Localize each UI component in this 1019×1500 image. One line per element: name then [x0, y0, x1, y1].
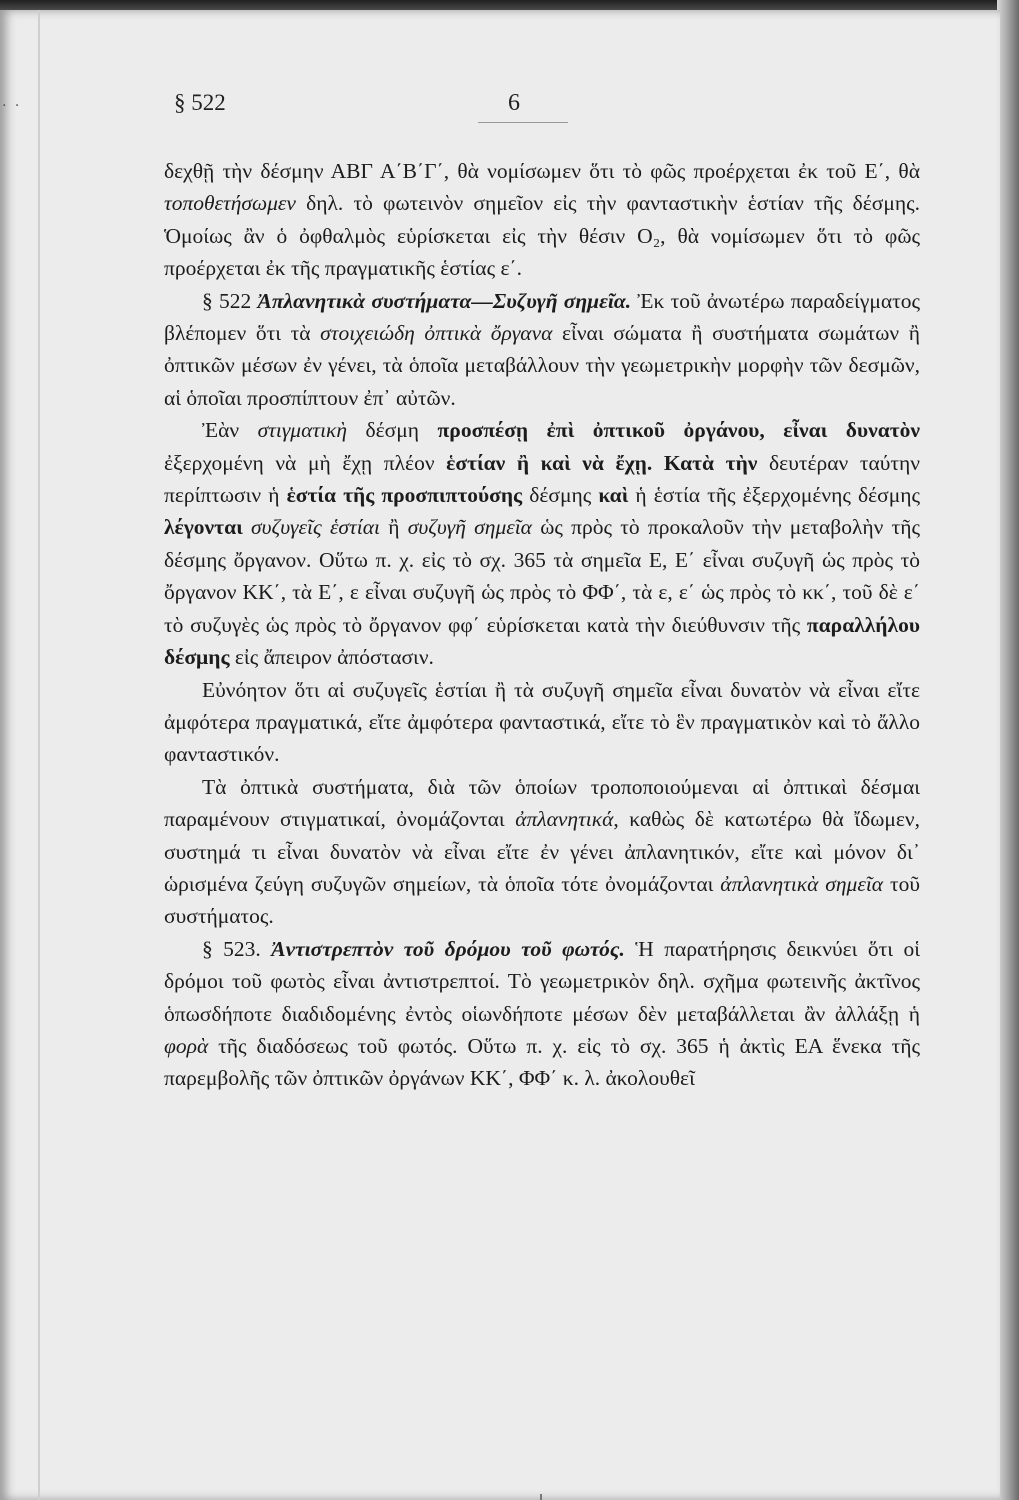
scan-edge-right — [997, 0, 1019, 1500]
section-number: § 522 — [202, 288, 258, 313]
margin-marks: · · — [2, 98, 22, 114]
text-run: ἢ — [379, 515, 408, 540]
header-rule — [478, 122, 568, 123]
text-run: ἐξερχομένη νὰ μὴ ἔχῃ πλέον — [164, 450, 447, 475]
bold-phrase: καὶ — [598, 483, 629, 508]
paragraph-section-523 — [164, 933, 920, 1095]
text-run: δηλ. τὸ φωτεινὸν σημεῖον εἰς τὴν φανταστικὴν ἑστίαν τῆς δέσμης. Ὁμοίως ἂν ὁ ὀφθαλμὸς εὑρίσκεται εἰς τὴν θέσιν Ο₂, θὰ νομίσωμεν ὅτι τὸ φῶς προέρχεται ἐκ τῆς πραγματικῆς ἑστίας ε΄. — [164, 191, 920, 281]
text-run: Εὐνόητον ὅτι αἱ συζυγεῖς ἑστίαι ἢ τὰ συζυγῆ σημεῖα εἶναι δυνατὸν νὰ εἶναι εἴτε ἀμφότερα πραγματικά, εἴτε ἀμφότερα φανταστικά, εἴτε τὸ ἓν πραγματικὸν καὶ τὸ ἄλλο φανταστικόν. — [164, 677, 920, 767]
text-run: εἰς ἄπειρον ἀπόστασιν. — [229, 645, 434, 670]
section-heading: Ἀντιστρεπτὸν τοῦ δρόμου τοῦ φωτός. — [271, 936, 625, 961]
text-run: Ἡ παρατήρησις δεικνύει ὅτι οἱ δρόμοι τοῦ φωτὸς εἶναι ἀντιστρεπτοί. Τὸ γεωμετρικὸν δηλ. σχῆμα φωτεινῆς ἀκτῖνος ὁπωσδήποτε διαδιδομένης ἐντὸς οἱωνδήποτε μέσων δὲν μεταβάλλεται ἂν ἀλλάξῃ ἡ — [164, 936, 921, 1026]
paragraph-real-virtual — [164, 674, 920, 771]
italic-term: ἀπλανητικά — [515, 807, 614, 832]
italic-term: συζυγῆ σημεῖα — [407, 515, 532, 540]
text-run: τοῦ συστήματος. — [164, 871, 920, 929]
text-run: δέσμης — [522, 483, 599, 508]
italic-term: στοιχειώδη ὀπτικὰ ὄργανα — [320, 321, 553, 346]
section-heading: Ἀπλανητικὰ συστήματα—Συζυγῆ σημεῖα. — [257, 288, 632, 313]
text-run: δεχθῇ τὴν δέσμην ΑΒΓ Α΄Β΄Γ΄, θὰ νομίσωμεν ὅτι τὸ φῶς προέρχεται ἐκ τοῦ Ε΄, θὰ — [164, 159, 920, 183]
text-run: Τὰ ὀπτικὰ συστήματα, διὰ τῶν ὁποίων τροποποιούμεναι αἱ ὀπτικαὶ δέσμαι παραμένουν στιγματικαί, ὀνομάζονται — [164, 774, 920, 832]
paragraph-conjugate-points — [164, 414, 920, 673]
paragraph-aplanatic — [164, 771, 920, 933]
text-run: ἡ ἑστία τῆς ἐξερχομένης δέσμης — [628, 483, 920, 508]
paragraph-continuation — [164, 155, 920, 285]
scan-speck — [540, 1494, 542, 1500]
text-run: δέσμη — [347, 418, 438, 443]
text-run: τῆς διαδόσεως τοῦ φωτός. Οὕτω π. χ. εἰς τὸ σχ. 365 ἡ ἀκτὶς ΕΑ ἕνεκα τῆς παρεμβολῆς τῶν ὀπτικῶν ὀργάνων ΚΚ΄, ΦΦ΄ κ. λ. ἀκολουθεῖ — [164, 1033, 920, 1091]
book-page — [0, 10, 1000, 1500]
body-text — [164, 155, 920, 1095]
bold-phrase: λέγονται — [164, 515, 243, 540]
text-run: ὡς πρὸς τὸ προκαλοῦν τὴν μεταβολὴν τῆς δέσμης ὄργανον. Οὕτω π. χ. εἰς τὸ σχ. 365 τὰ σημεῖα Ε, Ε΄ εἶναι συζυγῆ ὡς πρὸς τὸ ὄργανον ΚΚ΄, τὰ Ε΄, ε εἶναι συζυγῆ ὡς πρὸς τὸ ΦΦ΄, τὰ ε, ε΄ ὡς πρὸς τὸ κκ΄, τοῦ δὲ ε΄ τὸ συζυγὲς ὡς πρὸς τὸ ὄργανον φφ΄ εὑρίσκεται κατὰ τὴν διεύθυνσιν τῆς — [164, 515, 920, 637]
running-head — [174, 90, 894, 124]
text-run: Ἐὰν — [202, 418, 258, 443]
paragraph-section-522 — [164, 285, 920, 415]
text-run: δευτέραν ταύτην περίπτωσιν ἡ — [164, 450, 921, 508]
text-run: , καθὼς δὲ κατωτέρω θὰ ἴδωμεν, συστημά τι εἶναι δυνατὸν νὰ εἶναι εἴτε ἐν γένει ἀπλανητικόν, εἴτε καὶ μόνον δι᾽ ὡρισμένα ζεύγη συζυγῶν σημείων, τὰ ὁποῖα τότε ὀνομάζονται — [164, 807, 921, 896]
bold-phrase: ἑστίαν ἢ καὶ νὰ ἔχῃ. Κατὰ τὴν — [446, 450, 758, 475]
text-run: Ἐκ τοῦ ἀνωτέρω παραδείγματος βλέπομεν ὅτι τὰ — [164, 288, 921, 346]
page-number: 6 — [508, 90, 520, 116]
italic-term: φορὰ — [164, 1033, 209, 1058]
bold-phrase: προσπέσῃ ἐπὶ ὀπτικοῦ ὀργάνου, εἶναι δυνατὸν — [437, 418, 920, 443]
text-run — [243, 515, 251, 539]
italic-term: τοποθετήσωμεν — [164, 191, 296, 216]
italic-term: συζυγεῖς ἑστίαι — [251, 515, 380, 540]
section-reference: § 522 — [174, 90, 226, 115]
italic-term: στιγματικὴ — [257, 418, 348, 443]
text-run: εἶναι σώματα ἢ συστήματα σωμάτων ἢ ὀπτικῶν μέσων ἐν γένει, τὰ ὁποῖα μεταβάλλουν τὴν γεωμετρικὴν μορφὴν τῶν δεσμῶν, αἱ ὁποῖαι προσπίπτουν ἐπ᾽ αὐτῶν. — [164, 321, 920, 410]
bold-phrase: παραλλήλου δέσμης — [164, 612, 920, 670]
section-number: § 523. — [202, 936, 272, 961]
bold-phrase: ἑστία τῆς προσπιπτούσης — [286, 483, 523, 508]
gutter-line — [38, 10, 40, 1500]
italic-term: ἀπλανητικὰ σημεῖα — [720, 871, 884, 896]
